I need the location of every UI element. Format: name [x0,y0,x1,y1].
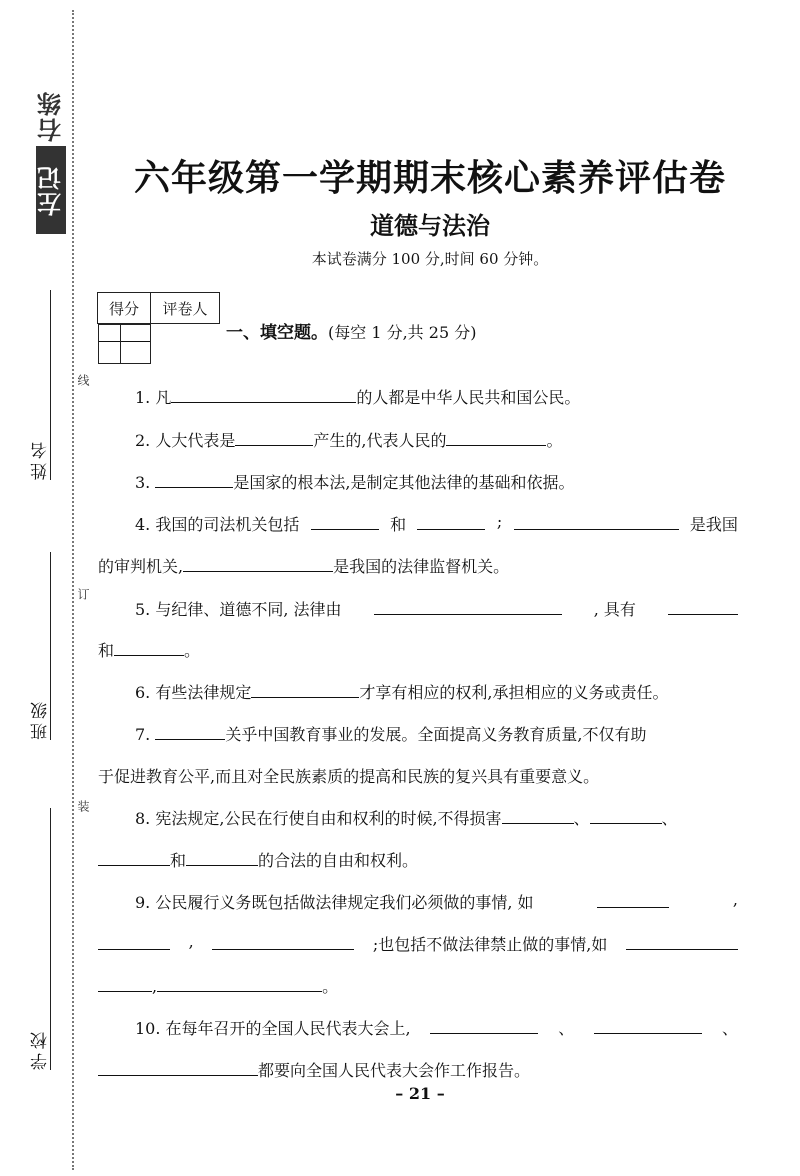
q9-blank-1[interactable] [597,890,669,908]
question-6 [98,680,738,703]
score-header: 得分 [98,293,151,324]
q8-text-d: 和 [170,851,187,870]
q9-text-d: ;也包括不做法律禁止做的事情,如 [372,935,608,954]
q3-text-b: 是国家的根本法,是制定其他法律的基础和依据。 [233,473,575,492]
question-9-line-2 [98,932,738,955]
brand-box: 左记 [36,146,66,234]
q7-text-c: 于促进教育公平,而且对全民族素质的提高和民族的复兴具有重要意义。 [98,767,600,786]
q10-text-b: 、 [558,1019,575,1038]
q4-text-c: ; [496,512,503,531]
q4-text-f: 是我国的法律监督机关。 [333,557,510,576]
question-7-line-1 [98,722,738,745]
grader-cell[interactable] [121,325,150,364]
question-2 [98,428,738,451]
q9-text-b: , [732,890,738,909]
q6-blank-1[interactable] [251,680,359,698]
q7-text-a: 7. [135,725,156,744]
q8-text-c: 、 [661,809,678,828]
q9-blank-2[interactable] [98,932,170,950]
q1-blank-1[interactable] [171,385,356,403]
q4-blank-4[interactable] [183,554,333,572]
class-label: 班级 [31,698,51,740]
q8-text-a: 8. 宪法规定,公民在行使自由和权利的时候,不得损害 [135,809,502,828]
q5-text-d: 。 [184,641,201,660]
question-9-line-3 [98,974,738,997]
q5-text-b: , 具有 [593,600,636,619]
q1-text-a: 1. 凡 [135,388,172,407]
brand-text: 右练 [37,90,66,142]
q9-blank-3[interactable] [212,932,354,950]
mark-line: 线 [76,374,90,386]
section-title: 一、填空题。 [226,323,328,343]
exam-subtitle: 道德与法治 [370,212,490,240]
mark-fold: 装 [76,800,90,812]
q9-text-a: 9. 公民履行义务既包括做法律规定我们必须做的事情, 如 [135,893,534,912]
q4-text-b: 和 [390,515,407,534]
question-4-line-1 [98,512,738,535]
q6-text-b: 才享有相应的权利,承担相应的义务或责任。 [359,683,669,702]
binding-dotted-line [72,10,74,1170]
q8-blank-3[interactable] [98,848,170,866]
q9-blank-6[interactable] [157,974,322,992]
section-note: (每空 1 分,共 25 分) [328,323,477,342]
question-7-line-2 [98,764,738,787]
q8-blank-2[interactable] [590,806,662,824]
school-label: 学校 [31,1028,51,1070]
q9-text-f: 。 [322,977,339,996]
q2-blank-1[interactable] [235,428,313,446]
question-9-line-1 [98,890,738,913]
q8-blank-4[interactable] [186,848,258,866]
q9-text-e: , [152,977,158,996]
q3-text-a: 3. [135,473,156,492]
section-heading [226,318,476,343]
name-label: 姓名 [31,438,51,480]
mark-bind: 订 [76,588,90,600]
score-table [97,292,220,346]
q4-text-e: 的审判机关, [98,557,184,576]
question-5-line-2 [98,638,738,661]
q8-blank-1[interactable] [502,806,574,824]
q5-text-a: 5. 与纪律、道德不同, 法律由 [135,600,342,619]
question-3 [98,470,738,493]
question-4-line-2 [98,554,738,577]
grader-header: 评卷人 [151,293,220,324]
q10-blank-2[interactable] [594,1016,702,1034]
class-field [22,552,58,740]
q2-blank-2[interactable] [446,428,546,446]
q6-text-a: 6. 有些法律规定 [135,683,252,702]
q4-blank-3[interactable] [514,512,679,530]
score-cell[interactable] [98,325,121,364]
q4-text-a: 4. 我国的司法机关包括 [135,515,300,534]
page-number: – 21 – [395,1084,445,1103]
q7-text-b: 关乎中国教育事业的发展。全面提高义务教育质量,不仅有助 [225,725,647,744]
question-5-line-1 [98,597,738,620]
q10-blank-1[interactable] [430,1016,538,1034]
q4-blank-1[interactable] [311,512,379,530]
q10-blank-3[interactable] [98,1058,258,1076]
question-10-line-1 [98,1016,738,1039]
name-field [22,290,58,480]
exam-note: 本试卷满分 100 分,时间 60 分钟。 [311,250,549,268]
q4-blank-2[interactable] [417,512,485,530]
q2-text-c: 。 [546,431,563,450]
school-field [22,808,58,1070]
q4-text-d: 是我国 [689,515,738,534]
q5-text-c: 和 [98,641,115,660]
question-10-line-2 [98,1058,738,1081]
q10-text-d: 都要向全国人民代表大会作工作报告。 [258,1061,531,1080]
q5-blank-3[interactable] [114,638,184,656]
q2-text-a: 2. 人大代表是 [135,431,236,450]
q9-blank-4[interactable] [626,932,738,950]
q1-text-b: 的人都是中华人民共和国公民。 [356,388,581,407]
q9-text-c: , [188,932,194,951]
question-1 [98,385,738,408]
brand-logo [36,86,70,236]
q7-blank-1[interactable] [155,722,225,740]
q10-text-c: 、 [721,1019,738,1038]
q5-blank-1[interactable] [374,597,562,615]
question-8-line-1 [98,806,738,829]
question-8-line-2 [98,848,738,871]
q3-blank-1[interactable] [155,470,233,488]
q8-text-b: 、 [573,809,590,828]
q9-blank-5[interactable] [98,974,152,992]
q5-blank-2[interactable] [668,597,738,615]
q8-text-e: 的合法的自由和权利。 [258,851,419,870]
exam-title: 六年级第一学期期末核心素养评估卷 [133,158,726,199]
q2-text-b: 产生的,代表人民的 [313,431,447,450]
q10-text-a: 10. 在每年召开的全国人民代表大会上, [135,1019,411,1038]
